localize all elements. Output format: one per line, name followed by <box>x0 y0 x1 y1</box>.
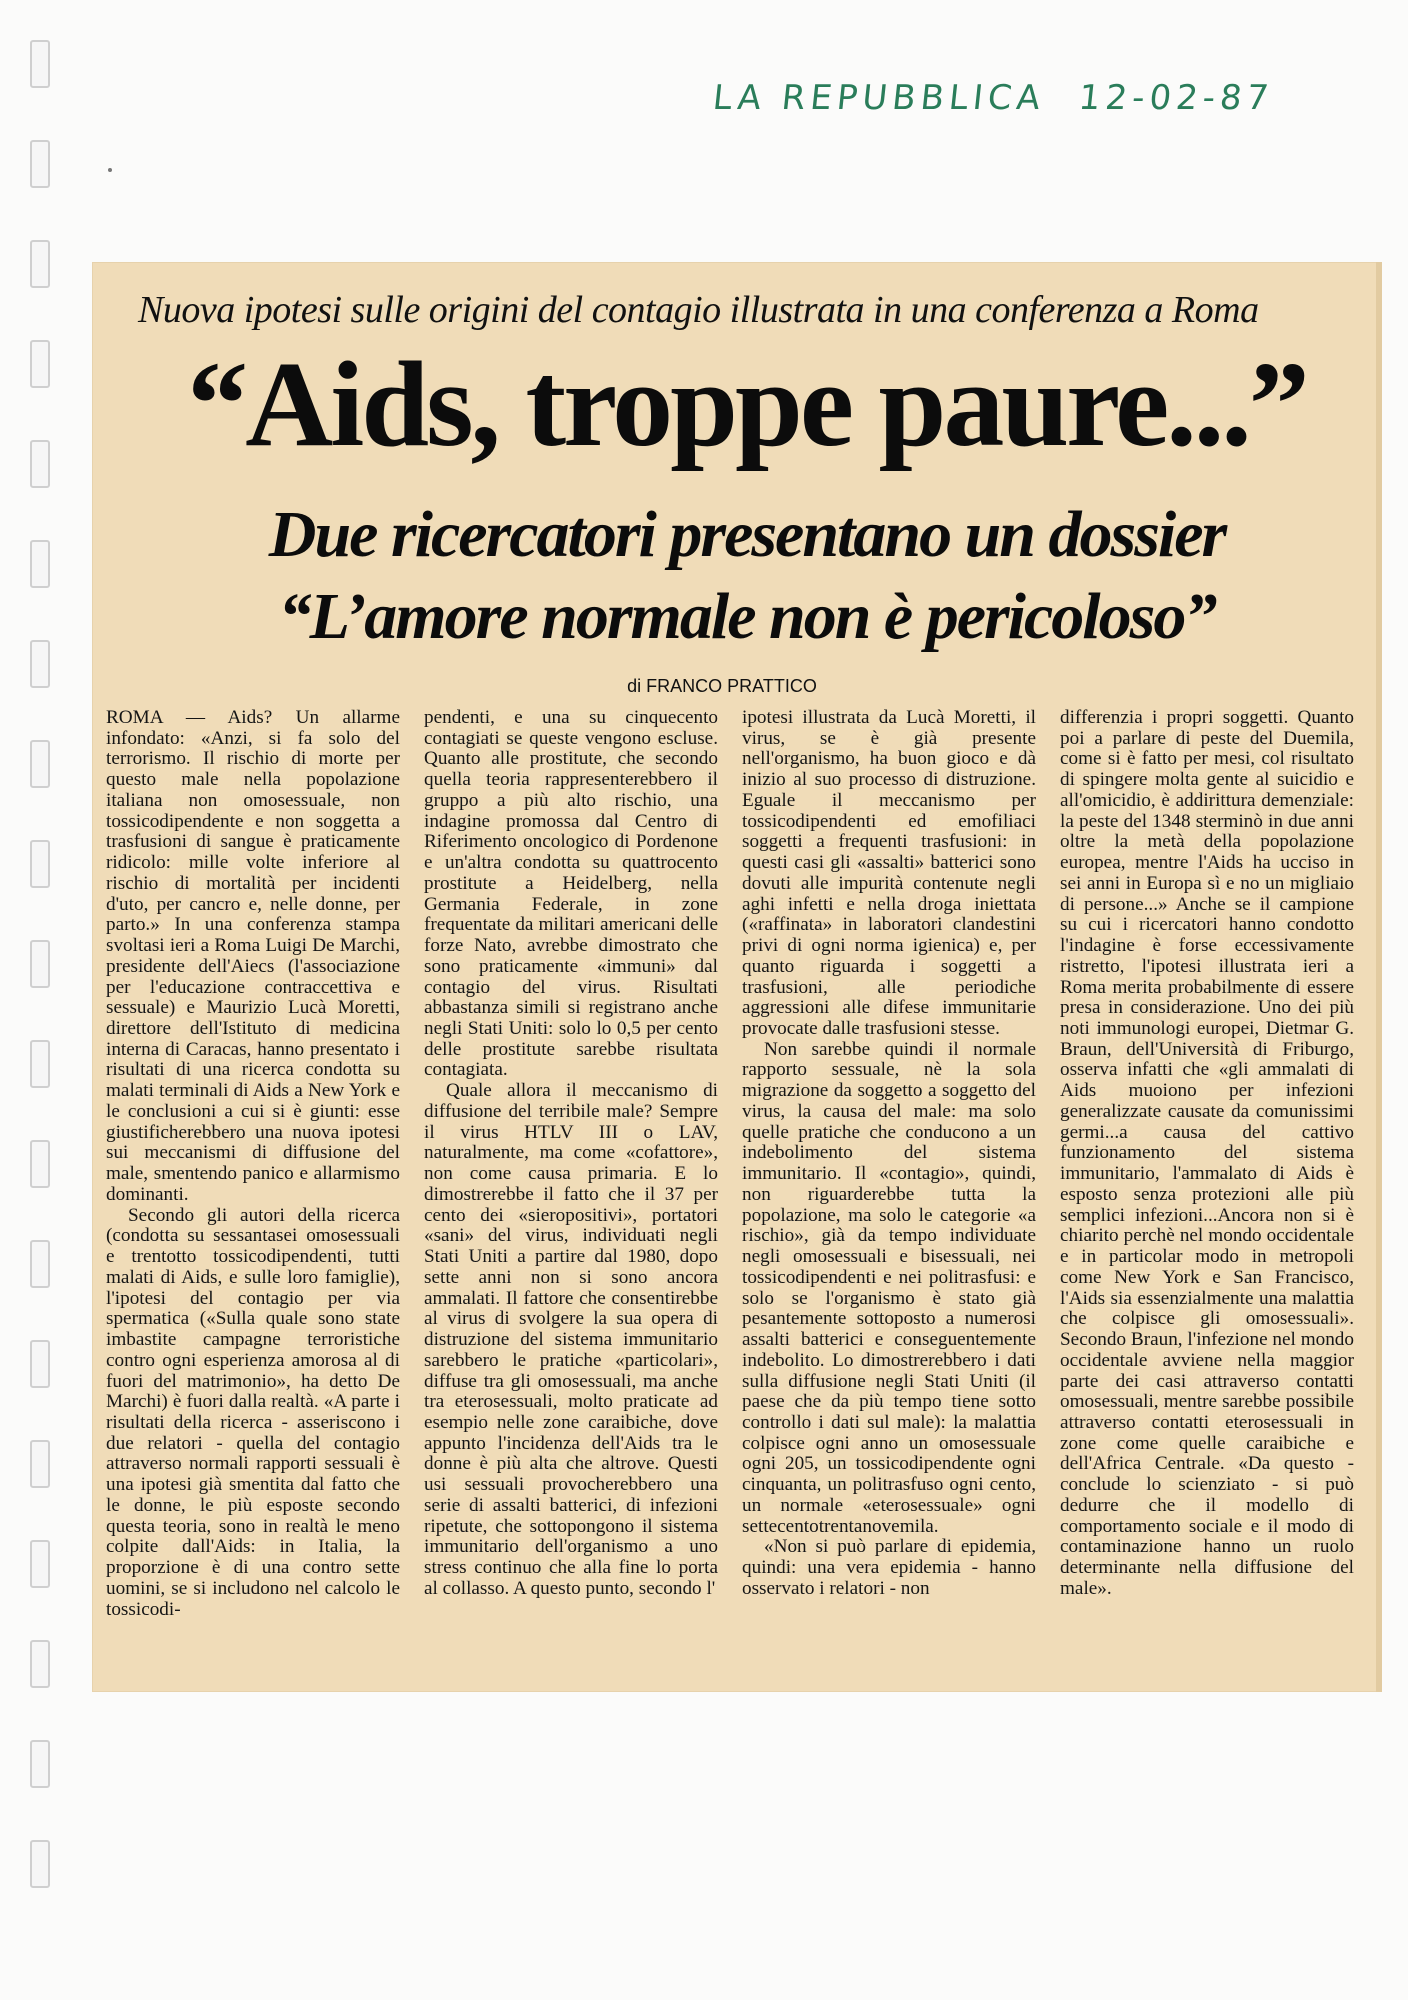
paragraph: ROMA — Aids? Un allarme infondato: «Anzi, si fa solo del terrorismo. Il rischio di morte per questo male nella popolazione italiana non omosessuale, non tossicodipendente e non soggetta a trasfusioni di sangue è praticamente ridicolo: mille volte inferiore al rischio di mortalità per incidenti d'uto, per cancro e, nelle donne, per parto.» In una conferenza stampa svoltasi ieri a Roma Luigi De Marchi, presidente dell'Aiecs (l'associazione per l'educazione contraccettiva e sessuale) e Maurizio Lucà Moretti, direttore dell'Istituto di medicina interna di Caracas, hanno presentato i risultati di una ricerca condotta su malati terminali di Aids a New York e le conclusioni a cui si è giunti: esse giustificherebbero una nuova ipotesi sui meccanismi di diffusione del male, smentendo panico e allarmismo dominanti. <box>106 708 400 1205</box>
article-subhead-1: Due ricercatori presentano un dossier <box>268 498 1226 571</box>
punch-hole <box>30 1540 50 1588</box>
paragraph: differenzia i propri soggetti. Quanto poi a parlare di peste del Duemila, come si è fatto per mesi, col risultato di spingere molta gente al suicidio e all'omicidio, è addirittura demenziale: la peste del 1348 sterminò in due anni oltre la metà della popolazione europea, mentre l'Aids ha ucciso in sei anni in Europa sì e no un migliaio di persone...» Anche se il campione su cui i ricercatori hanno condotto l'indagine è forse eccessivamente ristretto, l'ipotesi illustrata ieri a Roma merita probabilmente di essere presa in considerazione. Uno dei più noti immunologi europei, Dietmar G. Braun, dell'Università di Friburgo, osserva infatti che «gli ammalati di Aids muoiono per infezioni generalizzate causate da comunissimi germi...a causa del cattivo funzionamento del sistema immunitario, l'ammalato di Aids è esposto senza protezioni alle più semplici infezioni...Ancora non si è chiarito perchè nel mondo occidentale e in particolar modo in metropoli come New York e San Francisco, l'Aids sia essenzialmente una malattia che colpisce gli omosessuali». Secondo Braun, l'infezione nel mondo occidentale avviene nella maggior parte dei casi attraverso contatti omosessuali, mentre sarebbe possibile attraverso contatti eterosessuali in zone come quelle caraibiche e dell'Africa Centrale. «Da questo - conclude lo scienziato - si può dedurre che il modello di comportamento sociale e il modo di contaminazione hanno un ruolo determinante nella diffusione del male». <box>1060 708 1354 1599</box>
punch-hole <box>30 1040 50 1088</box>
article-column-4 <box>1060 708 1354 1668</box>
article-kicker: Nuova ipotesi sulle origini del contagio illustrata in una conferenza a Roma <box>138 289 1259 331</box>
punch-hole <box>30 1440 50 1488</box>
paper-speck <box>108 168 112 172</box>
punch-hole <box>30 1340 50 1388</box>
source-note: LA REPUBBLICA <box>710 78 1048 118</box>
punch-hole <box>30 740 50 788</box>
punch-hole <box>30 1840 50 1888</box>
paragraph: pendenti, e una su cinquecento contagiati se queste vengono escluse. Quanto alle prostitute, che secondo quella teoria rappresenterebbero il gruppo a più alto rischio, una indagine promossa dal Centro di Riferimento oncologico di Pordenone e un'altra condotta su quattrocento prostitute a Heidelberg, nella Germania Federale, in zone frequentate da militari americani delle forze Nato, avrebbe dimostrato che sono praticamente «immuni» dal contagio del virus. Risultati abbastanza simili si registrano anche negli Stati Uniti: solo lo 0,5 per cento delle prostitute sarebbe risultata contagiata. <box>424 708 718 1081</box>
punch-hole <box>30 1240 50 1288</box>
punch-hole <box>30 640 50 688</box>
punch-hole <box>30 840 50 888</box>
handwritten-annotation <box>709 78 1276 138</box>
paragraph: Non sarebbe quindi il normale rapporto sessuale, nè la sola migrazione da soggetto a soggetto del virus, la causa del male: ma solo quelle pratiche che conducono a un indebolimento del sistema immunitario. Il «contagio», quindi, non riguarderebbe tutta la popolazione, ma solo le categorie «a rischio», già da tempo individuate negli omosessuali e bisessuali, nei tossicodipendenti e nei politrasfusi: e solo se l'organismo è stato già pesantemente sottoposto a numerosi assalti batterici e conseguentemente indebolito. Lo dimostrerebbero i dati sulla diffusione negli Stati Uniti (il paese che da più tempo tiene sotto controllo i dati sul male): la malattia colpisce ogni anno un omosessuale ogni 205, un tossicodipendente ogni cinquanta, un politrasfuso ogni cento, un normale «eterosessuale» ogni settecentotrentanovemila. <box>742 1038 1036 1537</box>
punch-hole <box>30 440 50 488</box>
punch-hole <box>30 540 50 588</box>
punch-hole <box>30 340 50 388</box>
punch-hole <box>30 240 50 288</box>
article-column-1 <box>106 708 400 1668</box>
paragraph: Quale allora il meccanismo di diffusione del terribile male? Sempre il virus HTLV III o LAV, naturalmente, ma come «cofattore», non come causa primaria. E lo dimostrerebbe il fatto che il 37 per cento dei «sieropositivi», portatori «sani» del virus, individuati negli Stati Uniti a partire dal 1980, dopo sette anni non si sono ancora ammalati. Il fattore che consentirebbe al virus di svolgere la sua opera di distruzione del sistema immunitario sarebbero le pratiche «particolari», diffuse tra gli omosessuali, ma anche tra eterosessuali, molto praticate ad esempio nelle zone caraibiche, dove appunto l'incidenza dell'Aids tra le donne è più alta che altrove. Questi usi sessuali provocherebbero una serie di assalti batterici, di infezioni ripetute, che sottopongono il sistema immunitario dell'organismo a uno stress continuo che alla fine lo porta al collasso. A questo punto, secondo l' <box>424 1080 718 1599</box>
punch-hole <box>30 1140 50 1188</box>
binder-holes <box>30 40 54 1940</box>
paragraph: Secondo gli autori della ricerca (condotta su sessantasei omosessuali e trentotto tossicodipendenti, tutti malati di Aids, e sulle loro famiglie), l'ipotesi del contagio per via spermatica («Sulla quale sono state imbastite campagne terroristiche contro ogni esperienza amorosa al di fuori del matrimonio», ha detto De Marchi) è fuori dalla realtà. «A parte i risultati della ricerca - asseriscono i due relatori - quella del contagio attraverso normali rapporti sessuali è una ipotesi già smentita dal fatto che le donne, le più esposte secondo questa teoria, sono in realtà le meno colpite dall'Aids: in Italia, la proporzione è di una contro sette uomini, se si includono nel calcolo le tossicodi- <box>106 1204 400 1620</box>
newspaper-clipping <box>92 262 1382 1692</box>
article-byline: di FRANCO PRATTICO <box>627 676 817 696</box>
clipping-edge <box>1376 262 1382 1692</box>
article-column-2 <box>424 708 718 1668</box>
article-subhead-2: “L’amore normale non è pericoloso” <box>278 580 1216 653</box>
date-note: 12-02-87 <box>1076 78 1276 118</box>
punch-hole <box>30 40 50 88</box>
punch-hole <box>30 1740 50 1788</box>
article-headline: “Aids, troppe paure...” <box>187 337 1307 472</box>
punch-hole <box>30 1640 50 1688</box>
punch-hole <box>30 940 50 988</box>
paragraph: ipotesi illustrata da Lucà Moretti, il virus, se è già presente nell'organismo, ha buon gioco e dà inizio al suo processo di distruzione. Eguale il meccanismo per tossicodipendenti ed emofiliaci soggetti a frequenti trasfusioni: in questi casi gli «assalti» batterici sono dovuti alle impurità contenute negli aghi infetti e nella droga iniettata («raffinata» in laboratori clandestini privi di ogni norma igienica) e, per quanto riguarda i soggetti a trasfusioni, alle periodiche aggressioni alle difese immunitarie provocate dalle trasfusioni stesse. <box>742 708 1036 1040</box>
article-column-3 <box>742 708 1036 1668</box>
paragraph: «Non si può parlare di epidemia, quindi: una vera epidemia - hanno osservato i relatori - non <box>742 1536 1036 1599</box>
punch-hole <box>30 140 50 188</box>
